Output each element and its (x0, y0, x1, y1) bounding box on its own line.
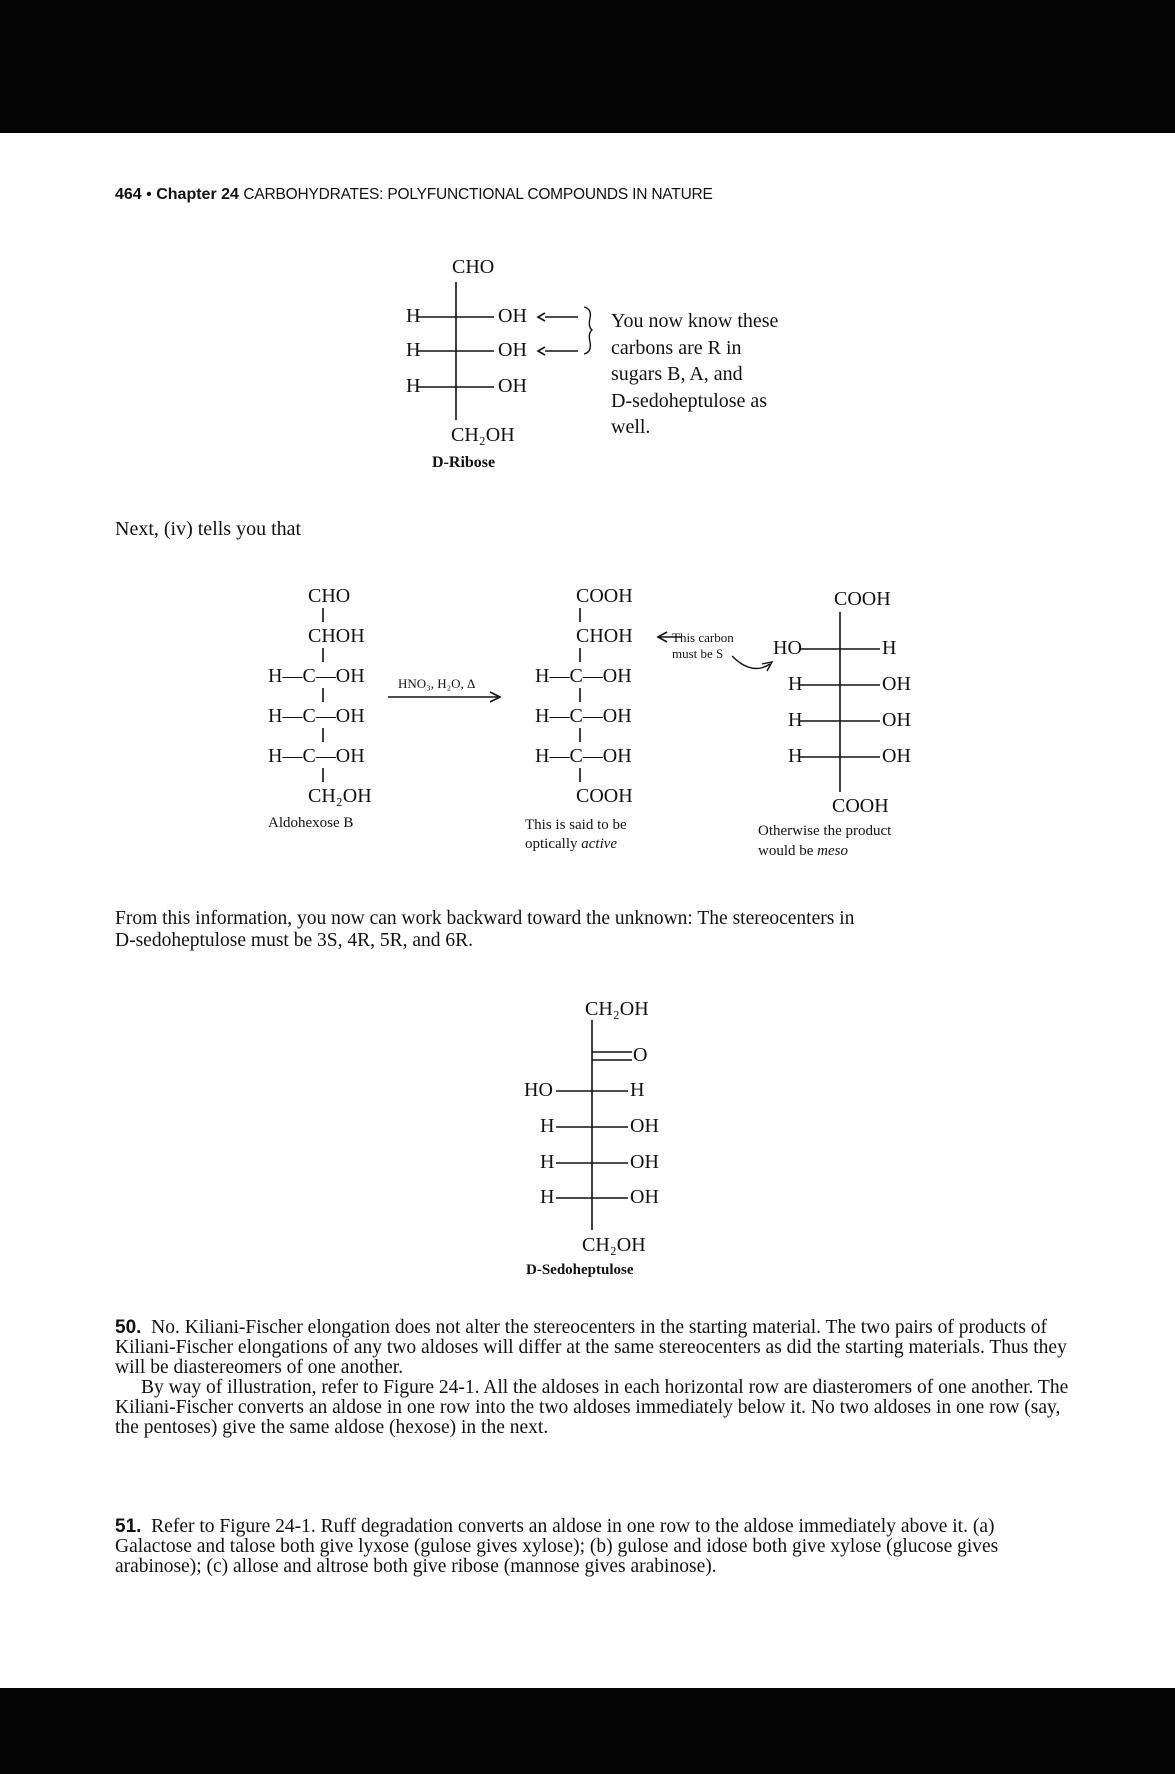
ribose-note-line: D-sedoheptulose as (611, 389, 768, 412)
sedo-caption: D-Sedoheptulose (526, 1262, 634, 1278)
aldohexose-line: H—C—OH (268, 745, 365, 767)
aldohexose-line: CH₂OH (308, 785, 372, 807)
diacid-line: CHOH (576, 625, 633, 647)
chapter-label: Chapter 24 (156, 186, 239, 203)
meso-c4-left: H (788, 709, 803, 731)
ribose-c3-left: H (406, 339, 421, 361)
answer-number: 50. (115, 1317, 142, 1338)
diacid-line: COOH (576, 585, 633, 607)
ribose-c4-left: H (406, 375, 421, 397)
sedo-c5-right: OH (630, 1151, 659, 1173)
meso-check-fischer-projection (800, 612, 880, 792)
diacid-line: H—C—OH (535, 745, 632, 767)
meso-c2-right: H (882, 637, 897, 659)
sedo-c4-right: OH (630, 1115, 659, 1137)
ribose-c4-right: OH (498, 375, 527, 397)
meso-c3-right: OH (882, 673, 911, 695)
aldohexose-line: H—C—OH (268, 705, 365, 727)
ribose-note-line: You now know these (611, 310, 779, 332)
meso-caption-1: Otherwise the product (758, 823, 892, 839)
header-bullet: • (146, 186, 152, 203)
caption-emphasis: meso (817, 843, 848, 859)
conclusion-line-1: From this information, you now can work backward toward the unknown: The stereocenters in (115, 908, 855, 929)
meso-c3-left: H (788, 673, 803, 695)
reagent-label: HNO₃, H₂O, Δ (398, 676, 476, 691)
caption-text: would be (758, 843, 814, 859)
ribose-caption: D-Ribose (432, 454, 496, 471)
meso-c5-right: OH (882, 745, 911, 767)
aldohexose-line: CHO (308, 585, 351, 607)
aldohexose-caption: Aldohexose B (268, 815, 354, 831)
conclusion-line-2: D-sedoheptulose must be 3S, 4R, 5R, and 6R. (115, 930, 474, 951)
diacid-caption-2 (525, 836, 617, 853)
answer-50-paragraph-2: By way of illustration, refer to Figure 24-1. All the aldoses in each horizontal row are diasteromers of one another. The Kiliani-Fischer converts an aldose in one row into the two aldoses immediately below it. No two aldoses in one row (say, the pentoses) give the same aldose (hexose) in the next. (115, 1377, 1069, 1438)
meso-bottom-group: COOH (832, 795, 889, 817)
meso-c2-left: HO (773, 637, 802, 659)
diacid-caption-1: This is said to be (525, 817, 627, 833)
sedo-c6-left: H (540, 1186, 555, 1208)
sedo-bottom-group: CH₂OH (582, 1234, 646, 1256)
sedo-top-group: CH₂OH (585, 998, 649, 1020)
answer-50-paragraph-1: No. Kiliani-Fischer elongation does not alter the stereocenters in the starting material. The two pairs of products of Kiliani-Fischer elongations of any two aldoses will differ at the same stereocenters as did the starting materials. Thus they will be diastereomers of one another. (115, 1317, 1067, 1378)
meso-c5-left: H (788, 745, 803, 767)
ribose-c2-left: H (406, 305, 421, 327)
sedo-c6-right: OH (630, 1186, 659, 1208)
caption-emphasis: active (581, 836, 618, 852)
diacid-line: H—C—OH (535, 705, 632, 727)
answer-51 (115, 1517, 1075, 1577)
stereocenter-note-2: must be S (672, 646, 724, 661)
next-line: Next, (iv) tells you that (115, 518, 302, 540)
answer-51-paragraph-1: Refer to Figure 24-1. Ruff degradation converts an aldose in one row to the aldose immediately above it. (a) Galactose and talose both give lyxose (gulose gives xylose); (b) gulose and idose both give xylose (glucose gives arabinose); (c) allose and altrose both give ribose (mannose gives arabinose). (115, 1516, 999, 1577)
stereocenter-note: This carbon (672, 630, 734, 645)
sedo-c3-left: HO (524, 1079, 553, 1101)
reaction-arrow (388, 692, 500, 702)
page-number: 464 (115, 186, 142, 203)
aldohexose-line: H—C—OH (268, 665, 365, 687)
diacid-line: H—C—OH (535, 665, 632, 687)
sedo-c4-left: H (540, 1115, 555, 1137)
ribose-c2-right: OH (498, 305, 527, 327)
diacid-line: COOH (576, 785, 633, 807)
meso-top-group: COOH (834, 588, 891, 610)
sedo-keto-oxygen: O (633, 1044, 648, 1066)
ribose-note-line: sugars B, A, and (611, 363, 743, 385)
sedoheptulose-fischer-projection (556, 1020, 632, 1230)
ribose-note (611, 308, 778, 441)
meso-caption-2 (758, 843, 848, 860)
meso-c4-right: OH (882, 709, 911, 731)
sedo-c3-right: H (630, 1079, 645, 1101)
ribose-top-group: CHO (452, 256, 495, 278)
ribose-bottom-group: CH₂OH (451, 424, 515, 446)
answer-50 (115, 1318, 1075, 1438)
ribose-note-line: carbons are R in (611, 336, 742, 359)
caption-text: optically (525, 836, 578, 852)
sedo-c5-left: H (540, 1151, 555, 1173)
aldohexose-line: CHOH (308, 625, 365, 647)
chapter-title: CARBOHYDRATES: POLYFUNCTIONAL COMPOUNDS IN NATURE (243, 186, 713, 203)
ribose-note-line: well. (611, 416, 651, 438)
ribose-c3-right: OH (498, 339, 527, 361)
answer-number: 51. (115, 1516, 142, 1537)
